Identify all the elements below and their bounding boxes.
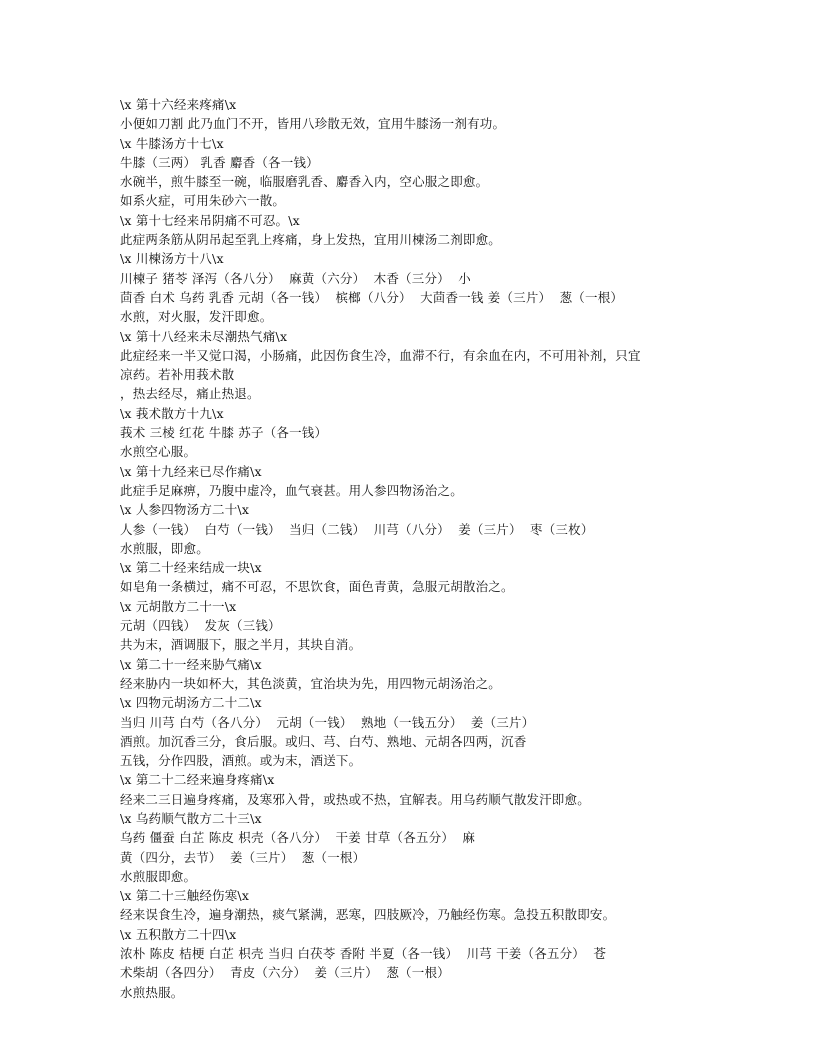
text-line: \x 第十九经来已尽作痛\x bbox=[120, 463, 262, 479]
text-line: 共为末，酒调服下，服之半月，其块自消。 bbox=[120, 637, 362, 653]
text-line: 元胡（四钱） 发灰（三钱） bbox=[120, 618, 281, 634]
text-line: 浓朴 陈皮 桔梗 白芷 枳壳 当归 白茯苓 香附 半夏（各一钱） 川芎 干姜（各五分） 苍 bbox=[120, 946, 607, 962]
text-line: 经来胁内一块如杯大，其色淡黄，宜治块为先，用四物元胡汤治之。 bbox=[120, 675, 502, 691]
text-line: \x 乌药顺气散方二十三\x bbox=[120, 810, 262, 826]
text-line: \x 第十八经来未尽潮热气痛\x bbox=[120, 328, 288, 344]
document-page bbox=[120, 95, 760, 1002]
text-line: \x 第二十二经来遍身疼痛\x bbox=[120, 772, 275, 788]
text-line: 莪术 三棱 红花 牛膝 苏子（各一钱） bbox=[120, 425, 328, 441]
text-line: 小便如刀割 此乃血门不开，皆用八珍散无效，宜用牛膝汤一剂有功。 bbox=[120, 116, 506, 132]
text-line: 五钱，分作四股，酒煎。或为末，酒送下。 bbox=[120, 753, 362, 769]
text-line: 茴香 白术 乌药 乳香 元胡（各一钱） 槟榔（八分） 大茴香一钱 姜（三片） 葱（一根） bbox=[120, 289, 624, 305]
text-line: 水煎服，即愈。 bbox=[120, 540, 209, 556]
text-line: 经来二三日遍身疼痛，及寒邪入骨，或热或不热，宜解表。用乌药顺气散发汗即愈。 bbox=[120, 791, 590, 807]
text-line: 如皂角一条横过，痛不可忍，不思饮食，面色青黄，急服元胡散治之。 bbox=[120, 579, 514, 595]
text-line: 水煎空心服。 bbox=[120, 444, 197, 460]
text-line: 此症经来一半又觉口渴，小肠痛，此因伤食生冷，血滞不行，有余血在内，不可用补剂，只宜 bbox=[120, 347, 641, 363]
text-line: ，热去经尽，痛止热退。 bbox=[120, 386, 260, 402]
text-line: 牛膝（三两） 乳香 麝香（各一钱） bbox=[120, 154, 319, 170]
text-line: 川楝子 猪苓 泽泻（各八分） 麻黄（六分） 木香（三分） 小 bbox=[120, 270, 471, 286]
text-line: \x 莪术散方十九\x bbox=[120, 405, 224, 421]
text-line: 乌药 僵蚕 白芷 陈皮 枳壳（各八分） 干姜 甘草（各五分） 麻 bbox=[120, 830, 476, 846]
text-line: \x 第二十经来结成一块\x bbox=[120, 560, 262, 576]
text-line: \x 第二十一经来胁气痛\x bbox=[120, 656, 262, 672]
text-line: \x 元胡散方二十一\x bbox=[120, 598, 237, 614]
text-line: 水煎服即愈。 bbox=[120, 868, 197, 884]
text-line: 此症手足麻痹，乃腹中虚冷，血气衰甚。用人参四物汤治之。 bbox=[120, 482, 463, 498]
text-line: 酒煎。加沉香三分，食后服。或归、芎、白芍、熟地、元胡各四两，沉香 bbox=[120, 733, 527, 749]
text-line: 水碗半，煎牛膝至一碗，临服磨乳香、麝香入内，空心服之即愈。 bbox=[120, 174, 489, 190]
text-line: 人参（一钱） 白芍（一钱） 当归（二钱） 川芎（八分） 姜（三片） 枣（三枚） bbox=[120, 521, 594, 537]
text-line: \x 川楝汤方十八\x bbox=[120, 251, 224, 267]
text-line: 术柴胡（各四分） 青皮（六分） 姜（三片） 葱（一根） bbox=[120, 965, 450, 981]
text-line: \x 五积散方二十四\x bbox=[120, 926, 237, 942]
text-line: 此症两条筋从阴吊起至乳上疼痛，身上发热，宜用川楝汤二剂即愈。 bbox=[120, 232, 502, 248]
text-line: \x 第十七经来吊阴痛不可忍。\x bbox=[120, 212, 300, 228]
text-line: \x 四物元胡汤方二十二\x bbox=[120, 695, 262, 711]
text-line: 经来误食生冷，遍身潮热，痰气紧满，恶寒，四肢厥冷，乃触经伤寒。急投五积散即安。 bbox=[120, 907, 616, 923]
text-line: \x 牛膝汤方十七\x bbox=[120, 135, 224, 151]
text-line: 黄（四分，去节） 姜（三片） 葱（一根） bbox=[120, 849, 366, 865]
text-line: 水煎，对火服，发汗即愈。 bbox=[120, 309, 273, 325]
text-line: 水煎热服。 bbox=[120, 984, 184, 1000]
text-line: \x 人参四物汤方二十\x bbox=[120, 502, 250, 518]
text-line: \x 第十六经来疼痛\x bbox=[120, 97, 237, 112]
text-line: 凉药。若补用莪术散 bbox=[120, 367, 235, 383]
text-line: 当归 川芎 白芍（各八分） 元胡（一钱） 熟地（一钱五分） 姜（三片） bbox=[120, 714, 535, 730]
text-line: 如系火症，可用朱砂六一散。 bbox=[120, 193, 286, 209]
text-line: \x 第二十三触经伤寒\x bbox=[120, 888, 250, 904]
